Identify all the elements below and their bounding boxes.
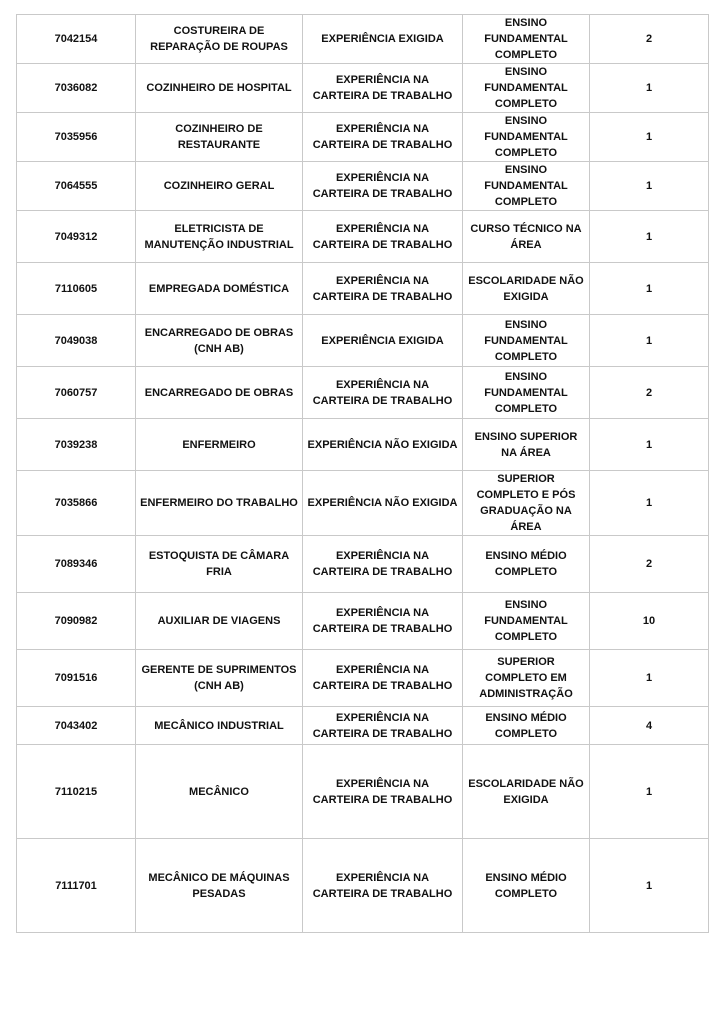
job-experience: EXPERIÊNCIA NA CARTEIRA DE TRABALHO xyxy=(303,263,463,315)
job-experience: EXPERIÊNCIA NÃO EXIGIDA xyxy=(303,419,463,471)
job-experience: EXPERIÊNCIA NA CARTEIRA DE TRABALHO xyxy=(303,162,463,211)
table-row xyxy=(17,315,709,367)
job-code: 7049312 xyxy=(17,211,136,263)
table-row xyxy=(17,263,709,315)
job-code: 7064555 xyxy=(17,162,136,211)
job-experience: EXPERIÊNCIA NA CARTEIRA DE TRABALHO xyxy=(303,745,463,839)
job-education: ENSINO MÉDIO COMPLETO xyxy=(463,839,590,933)
job-vacancies: 2 xyxy=(590,15,709,64)
table-row xyxy=(17,650,709,707)
job-code: 7111701 xyxy=(17,839,136,933)
job-education: ENSINO SUPERIOR NA ÁREA xyxy=(463,419,590,471)
job-experience: EXPERIÊNCIA EXIGIDA xyxy=(303,15,463,64)
table-row xyxy=(17,15,709,64)
job-occupation: AUXILIAR DE VIAGENS xyxy=(136,593,303,650)
job-education: ENSINO FUNDAMENTAL COMPLETO xyxy=(463,367,590,419)
job-code: 7089346 xyxy=(17,536,136,593)
job-vacancies: 1 xyxy=(590,650,709,707)
job-code: 7043402 xyxy=(17,707,136,745)
table-row xyxy=(17,113,709,162)
job-occupation: COZINHEIRO GERAL xyxy=(136,162,303,211)
job-vacancies: 1 xyxy=(590,162,709,211)
job-education: ENSINO FUNDAMENTAL COMPLETO xyxy=(463,162,590,211)
job-occupation: ENCARREGADO DE OBRAS (CNH AB) xyxy=(136,315,303,367)
job-occupation: ENFERMEIRO DO TRABALHO xyxy=(136,471,303,536)
job-vacancies: 2 xyxy=(590,367,709,419)
table-row xyxy=(17,471,709,536)
table-row xyxy=(17,536,709,593)
job-code: 7035866 xyxy=(17,471,136,536)
job-education: ENSINO FUNDAMENTAL COMPLETO xyxy=(463,315,590,367)
job-code: 7090982 xyxy=(17,593,136,650)
job-education: SUPERIOR COMPLETO E PÓS GRADUAÇÃO NA ÁREA xyxy=(463,471,590,536)
job-education: ESCOLARIDADE NÃO EXIGIDA xyxy=(463,263,590,315)
table-row xyxy=(17,367,709,419)
job-code: 7035956 xyxy=(17,113,136,162)
job-experience: EXPERIÊNCIA NA CARTEIRA DE TRABALHO xyxy=(303,211,463,263)
job-code: 7091516 xyxy=(17,650,136,707)
job-education: ENSINO FUNDAMENTAL COMPLETO xyxy=(463,113,590,162)
job-experience: EXPERIÊNCIA NÃO EXIGIDA xyxy=(303,471,463,536)
job-education: ESCOLARIDADE NÃO EXIGIDA xyxy=(463,745,590,839)
job-experience: EXPERIÊNCIA EXIGIDA xyxy=(303,315,463,367)
job-code: 7036082 xyxy=(17,64,136,113)
table-row xyxy=(17,419,709,471)
job-vacancies: 1 xyxy=(590,263,709,315)
job-education: ENSINO FUNDAMENTAL COMPLETO xyxy=(463,64,590,113)
job-experience: EXPERIÊNCIA NA CARTEIRA DE TRABALHO xyxy=(303,64,463,113)
table-row xyxy=(17,839,709,933)
table-row xyxy=(17,211,709,263)
table-row xyxy=(17,707,709,745)
table-row xyxy=(17,162,709,211)
job-code: 7039238 xyxy=(17,419,136,471)
job-vacancies: 2 xyxy=(590,536,709,593)
job-vacancies-body xyxy=(17,15,709,933)
job-code: 7049038 xyxy=(17,315,136,367)
job-code: 7042154 xyxy=(17,15,136,64)
job-occupation: GERENTE DE SUPRIMENTOS (CNH AB) xyxy=(136,650,303,707)
job-experience: EXPERIÊNCIA NA CARTEIRA DE TRABALHO xyxy=(303,113,463,162)
job-education: SUPERIOR COMPLETO EM ADMINISTRAÇÃO xyxy=(463,650,590,707)
job-occupation: MECÂNICO INDUSTRIAL xyxy=(136,707,303,745)
job-experience: EXPERIÊNCIA NA CARTEIRA DE TRABALHO xyxy=(303,536,463,593)
job-occupation: MECÂNICO xyxy=(136,745,303,839)
job-education: ENSINO FUNDAMENTAL COMPLETO xyxy=(463,15,590,64)
job-vacancies: 1 xyxy=(590,113,709,162)
job-code: 7060757 xyxy=(17,367,136,419)
table-row xyxy=(17,593,709,650)
job-vacancies: 10 xyxy=(590,593,709,650)
job-occupation: ENFERMEIRO xyxy=(136,419,303,471)
job-vacancies: 1 xyxy=(590,211,709,263)
job-occupation: ELETRICISTA DE MANUTENÇÃO INDUSTRIAL xyxy=(136,211,303,263)
job-education: ENSINO FUNDAMENTAL COMPLETO xyxy=(463,593,590,650)
job-code: 7110605 xyxy=(17,263,136,315)
job-code: 7110215 xyxy=(17,745,136,839)
job-experience: EXPERIÊNCIA NA CARTEIRA DE TRABALHO xyxy=(303,593,463,650)
job-education: ENSINO MÉDIO COMPLETO xyxy=(463,707,590,745)
job-experience: EXPERIÊNCIA NA CARTEIRA DE TRABALHO xyxy=(303,367,463,419)
table-row xyxy=(17,64,709,113)
job-occupation: COZINHEIRO DE RESTAURANTE xyxy=(136,113,303,162)
job-occupation: EMPREGADA DOMÉSTICA xyxy=(136,263,303,315)
job-occupation: MECÂNICO DE MÁQUINAS PESADAS xyxy=(136,839,303,933)
job-education: CURSO TÉCNICO NA ÁREA xyxy=(463,211,590,263)
table-row xyxy=(17,745,709,839)
job-experience: EXPERIÊNCIA NA CARTEIRA DE TRABALHO xyxy=(303,707,463,745)
job-experience: EXPERIÊNCIA NA CARTEIRA DE TRABALHO xyxy=(303,650,463,707)
job-experience: EXPERIÊNCIA NA CARTEIRA DE TRABALHO xyxy=(303,839,463,933)
job-vacancies: 1 xyxy=(590,419,709,471)
job-vacancies: 1 xyxy=(590,64,709,113)
job-vacancies: 1 xyxy=(590,839,709,933)
job-occupation: COZINHEIRO DE HOSPITAL xyxy=(136,64,303,113)
job-vacancies: 1 xyxy=(590,315,709,367)
job-occupation: COSTUREIRA DE REPARAÇÃO DE ROUPAS xyxy=(136,15,303,64)
job-education: ENSINO MÉDIO COMPLETO xyxy=(463,536,590,593)
job-vacancies: 4 xyxy=(590,707,709,745)
job-vacancies-page xyxy=(16,14,708,936)
job-occupation: ENCARREGADO DE OBRAS xyxy=(136,367,303,419)
job-vacancies-table xyxy=(16,14,709,933)
job-occupation: ESTOQUISTA DE CÂMARA FRIA xyxy=(136,536,303,593)
job-vacancies: 1 xyxy=(590,745,709,839)
job-vacancies: 1 xyxy=(590,471,709,536)
